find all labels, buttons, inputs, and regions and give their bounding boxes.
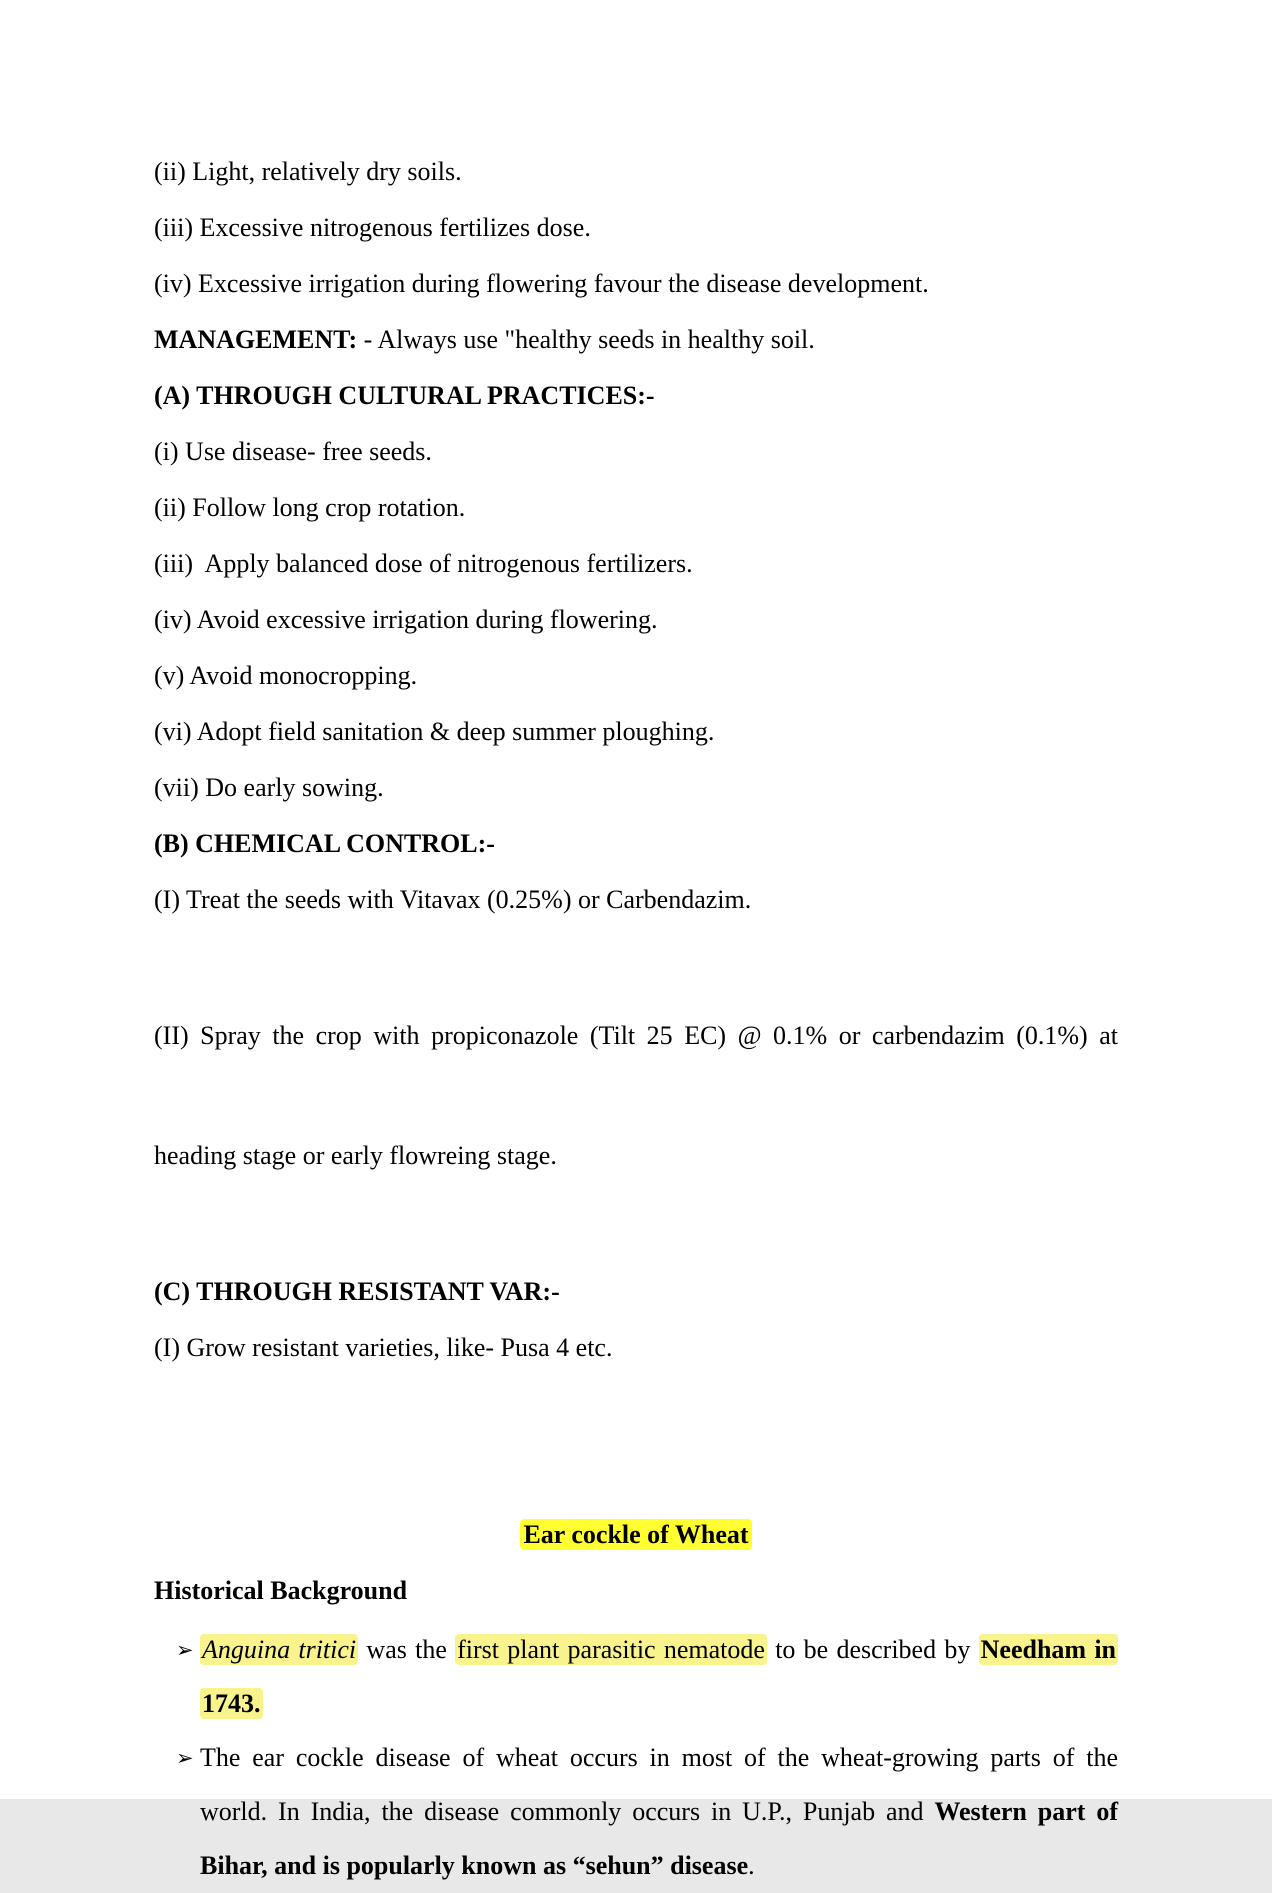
chemical-item-line1: (II) Spray the crop with propiconazole (Tilt 25 EC) @ 0.1% or carbendazim (0.1%) at xyxy=(154,1021,1118,1050)
chemical-item-line2: heading stage or early flowreing stage. xyxy=(154,1141,557,1170)
ear-cockle-title-highlight: Ear cockle of Wheat xyxy=(520,1519,751,1550)
bullet2-line2 xyxy=(200,1785,1118,1839)
bold-phrase: Western part of xyxy=(934,1797,1118,1826)
bullet1-line1 xyxy=(200,1623,1118,1677)
cultural-item: (iii) Apply balanced dose of nitrogenous fertilizers. xyxy=(154,549,693,578)
historical-bullet-list xyxy=(154,1623,1118,1893)
condition-item: (iii) Excessive nitrogenous fertilizes dose. xyxy=(154,213,591,242)
bullet1-line2 xyxy=(200,1677,1118,1731)
bullet2-line3 xyxy=(200,1839,1118,1893)
bold-phrase: Bihar, and is popularly known as “sehun” disease xyxy=(200,1851,749,1880)
management-text: - Always use "healthy seeds in healthy soil. xyxy=(357,325,815,354)
arrowhead-bullet-icon: ➢ xyxy=(176,1746,194,1770)
highlighted-name: Needham in xyxy=(980,1635,1117,1664)
bullet2-text: world. In India, the disease commonly occurs in U.P., Punjab and xyxy=(200,1797,935,1826)
cultural-item: (ii) Follow long crop rotation. xyxy=(154,493,466,522)
management-label: MANAGEMENT: xyxy=(154,325,358,354)
bullet2-text: . xyxy=(748,1851,755,1880)
resistant-item: (I) Grow resistant varieties, like- Pusa 4 etc. xyxy=(154,1333,613,1362)
historical-background-heading: Historical Background xyxy=(154,1576,408,1605)
species-name: Anguina tritici xyxy=(202,1635,357,1664)
section-b-heading: (B) CHEMICAL CONTROL:- xyxy=(154,829,495,858)
cultural-item: (vi) Adopt field sanitation & deep summer ploughing. xyxy=(154,717,715,746)
section-c-heading: (C) THROUGH RESISTANT VAR:- xyxy=(154,1277,560,1306)
management-heading-paragraph xyxy=(154,320,1118,360)
condition-item: (iv) Excessive irrigation during flowering favour the disease development. xyxy=(154,269,929,298)
arrowhead-bullet-icon: ➢ xyxy=(176,1638,194,1662)
bullet2-line1: The ear cockle disease of wheat occurs in most of the wheat-growing parts of the xyxy=(200,1743,1118,1772)
ear-cockle-title xyxy=(154,1515,1118,1555)
highlighted-year: 1743. xyxy=(202,1689,261,1718)
list-item xyxy=(176,1731,1118,1893)
cultural-item: (v) Avoid monocropping. xyxy=(154,661,418,690)
cultural-item: (vii) Do early sowing. xyxy=(154,773,384,802)
condition-item: (ii) Light, relatively dry soils. xyxy=(154,157,462,186)
chemical-item: (I) Treat the seeds with Vitavax (0.25%) or Carbendazim. xyxy=(154,885,752,914)
section-a-heading: (A) THROUGH CULTURAL PRACTICES:- xyxy=(154,381,655,410)
list-item xyxy=(176,1623,1118,1731)
bullet1-text: to be described by xyxy=(766,1635,979,1664)
chemical-item-justified xyxy=(154,936,1118,1256)
bullet1-text: was the xyxy=(358,1635,456,1664)
document-content xyxy=(154,152,1118,1893)
bullet-text xyxy=(200,1731,1118,1893)
bullet-text xyxy=(200,1623,1118,1731)
highlighted-phrase: first plant parasitic nematode xyxy=(457,1635,765,1664)
cultural-item: (iv) Avoid excessive irrigation during flowering. xyxy=(154,605,658,634)
cultural-item: (i) Use disease- free seeds. xyxy=(154,437,432,466)
